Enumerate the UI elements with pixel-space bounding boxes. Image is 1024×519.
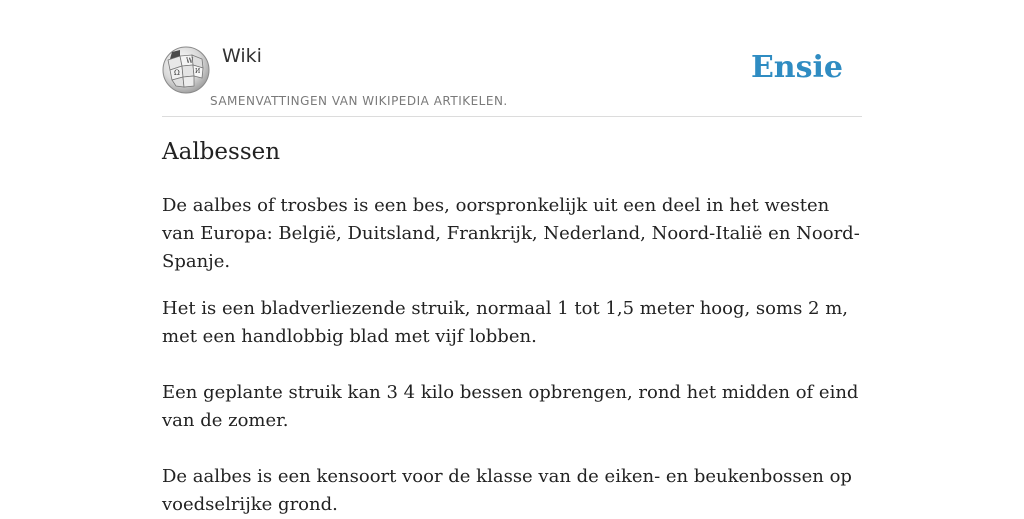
site-header <box>162 0 862 117</box>
wikipedia-globe-icon[interactable] <box>162 46 210 94</box>
svg-text:W: W <box>186 57 194 65</box>
page <box>162 0 862 515</box>
article-title: Aalbessen <box>162 139 281 165</box>
article-paragraph-1: De aalbes of trosbes is een bes, oorspronkelijk uit een deel in het westen van Europa: België, Duitsland, Frankrijk, Nederland, Noord-Italië en Noord-Spanje. <box>162 195 860 272</box>
svg-text:И: И <box>195 68 201 75</box>
article-paragraph-2: Het is een bladverliezende struik, normaal 1 tot 1,5 meter hoog, soms 2 m, met een handlobbig blad met vijf lobben. Een geplante struik kan 3 4 kilo bessen opbrengen, rond het midden of eind van de zomer. De aalbes is een kensoort voor de klasse van de eiken- en beukenbossen op voedselrijke grond. <box>162 298 859 515</box>
site-name[interactable]: Wiki <box>222 45 262 67</box>
article-body <box>162 192 862 519</box>
site-tagline: SAMENVATTINGEN VAN WIKIPEDIA ARTIKELEN. <box>210 94 508 108</box>
ensie-brand-link[interactable]: Ensie <box>750 50 843 85</box>
svg-text:Ω: Ω <box>174 69 180 77</box>
